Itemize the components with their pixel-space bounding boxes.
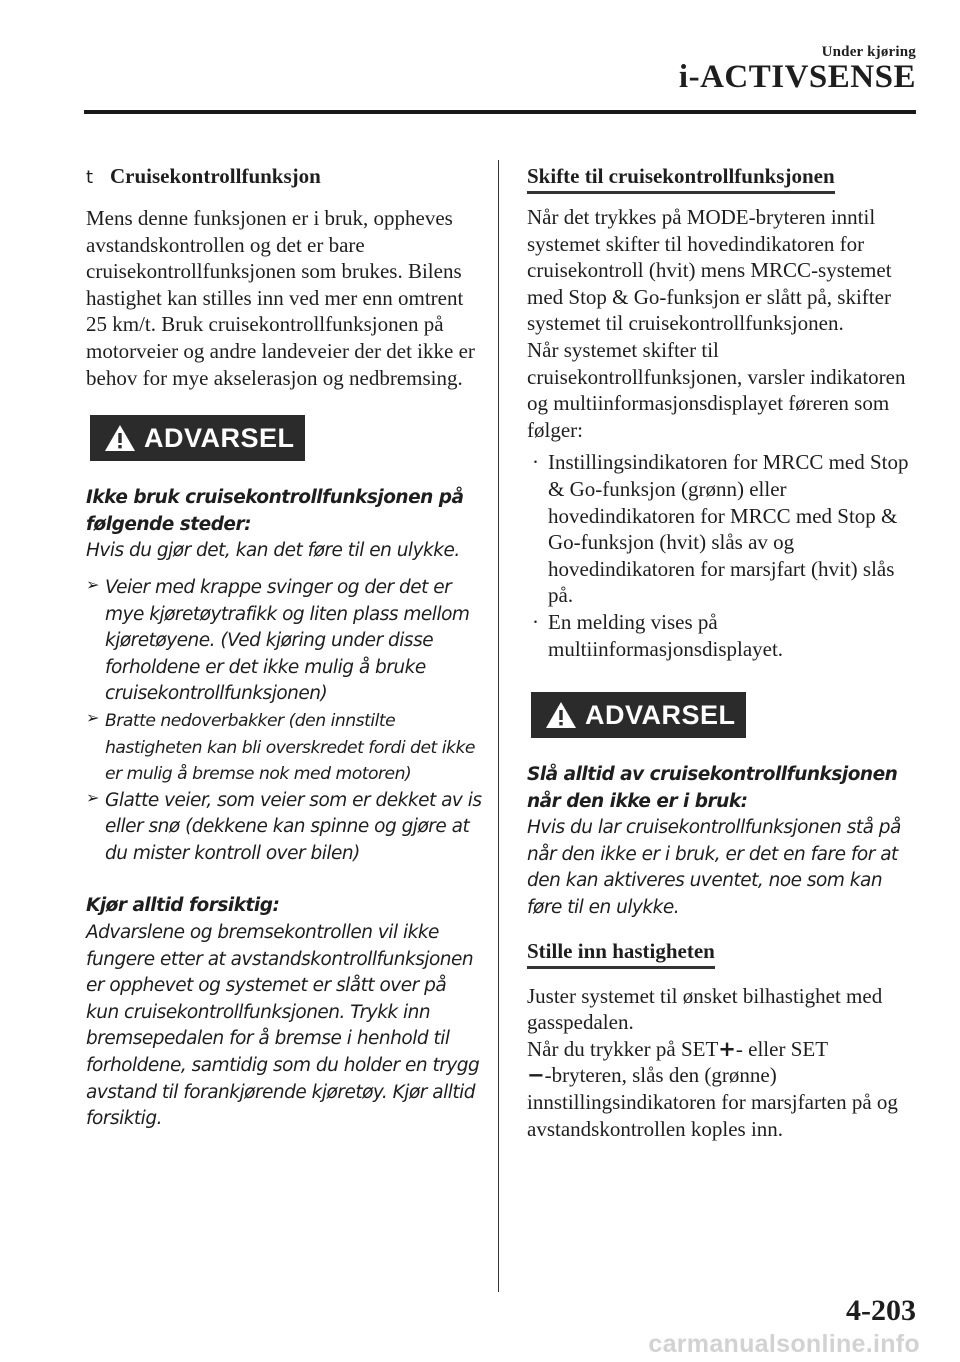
intro-paragraph: Mens denne funksjonen er i bruk, oppheves avstandskontrollen og det er bare cruisekontrollfunksjonen som brukes. Bilens hastighet kan stilles inn ved mer enn omtrent 25 km/t. Bruk cruisekontrollfunksjonen på motorveier og andre landeveier der det ikke er behov for mye akselerasjon og nedbremsing. (86, 206, 475, 390)
warning-label: ADVARSEL (585, 699, 736, 730)
warning-text: Hvis du lar cruisekontrollfunksjonen stå på når den ikke er i bruk, er det en fare for at den kan aktiveres uventet, noe som kan føre til en ulykke. (527, 817, 901, 919)
watermark: carmanualsonline.info (648, 1330, 920, 1358)
speed-paragraph-1: Juster systemet til ønsket bilhastighet med gasspedalen. (527, 983, 883, 1035)
page-number: 4-203 (846, 1294, 916, 1327)
switch-subheading: Skifte til cruisekontrollfunksjonen (527, 163, 835, 194)
dot-bullet-icon: · (532, 450, 539, 475)
section-title: Cruisekontrollfunksjon (110, 164, 321, 188)
header-section: Under kjøring (821, 44, 916, 60)
warning-heading: Slå alltid av cruisekontrollfunksjonen når den ikke er i bruk: (527, 764, 898, 812)
warning-triangle-icon (104, 423, 136, 453)
speed-subheading-wrap (527, 938, 919, 969)
arrow-bullet-icon: ➢ (86, 709, 100, 727)
caution-heading: Kjør alltid forsiktig: (86, 895, 280, 917)
arrow-bullet-icon: ➢ (86, 576, 100, 594)
right-column (527, 163, 919, 1142)
left-column (86, 163, 482, 1133)
list-item: ➢ Glatte veier, som veier som er dekket av is eller snø (dekkene kan spinne og gjøre at du mister kontroll over bilen) (86, 789, 482, 864)
list-item: · Instillingsindikatoren for MRCC med Stop & Go-funksjon (grønn) eller hovedindikatoren for MRCC med Stop & Go-funksjon (hvit) slås av og hovedindikatoren for marsjfart (hvit) slås på. (532, 450, 909, 608)
switch-list (527, 449, 919, 662)
warning-badge (531, 692, 919, 738)
warning-label: ADVARSEL (144, 422, 295, 453)
minus-icon: − (527, 1063, 545, 1088)
warning-heading: Ikke bruk cruisekontrollfunksjonen på følgende steder: (86, 487, 464, 535)
speed-paragraph-2: Når du trykker på SET+- eller SET −-bryteren, slås den (grønne) innstillingsindikatoren for marsjfarten på og avstandskontrollen koples inn. (527, 1036, 898, 1141)
list-item: · En melding vises på multiinformasjonsdisplayet. (532, 609, 784, 661)
caution-text: Advarslene og bremsekontrollen vil ikke fungere etter at avstandskontrollfunksjonen er opphevet og systemet er slått over på kun cruisekontrollfunksjonen. Trykk inn bremsepedalen for å bremse i henhold til forholdene, samtidig som du holder en trygg avstand til forankjørende kjøretøy. Kjør alltid forsiktig. (86, 922, 480, 1130)
warning-triangle-icon (545, 700, 577, 730)
warning-badge (90, 415, 482, 461)
header-chapter-title: i-ACTIVSENSE (678, 59, 916, 95)
running-header (679, 44, 916, 95)
switch-paragraph-2: Når systemet skifter til cruisekontrollfunksjonen, varsler indikatoren og multiinformasjonsdisplayet føreren som følger: (527, 337, 906, 442)
arrow-bullet-icon: ➢ (86, 789, 100, 807)
list-item: ➢ Bratte nedoverbakker (den innstilte hastigheten kan bli overskredet fordi det ikke er mulig å bremse nok med motoren) (86, 709, 475, 785)
speed-subheading: Stille inn hastigheten (527, 938, 715, 969)
warning-list (86, 575, 482, 868)
section-bullet-icon: t (86, 167, 94, 188)
warning-lead: Hvis du gjør det, kan det føre til en ulykke. (86, 540, 460, 562)
header-rule (84, 110, 916, 114)
section-heading (86, 163, 482, 191)
switch-paragraph-1: Når det trykkes på MODE-bryteren inntil systemet skifter til hovedindikatoren for cruisekontroll (hvit) mens MRCC-systemet med Stop & Go-funksjon er slått på, skifter systemet til cruisekontrollfunksjonen. (527, 205, 892, 336)
column-divider (498, 160, 499, 1292)
dot-bullet-icon: · (532, 609, 539, 634)
plus-icon: + (718, 1036, 736, 1061)
list-item: ➢ Veier med krappe svinger og der det er mye kjøretøytrafikk og liten plass mellom kjøretøyene. (Ved kjøring under disse forholdene er det ikke mulig å bruke cruisekontrollfunksjonen) (86, 576, 470, 705)
